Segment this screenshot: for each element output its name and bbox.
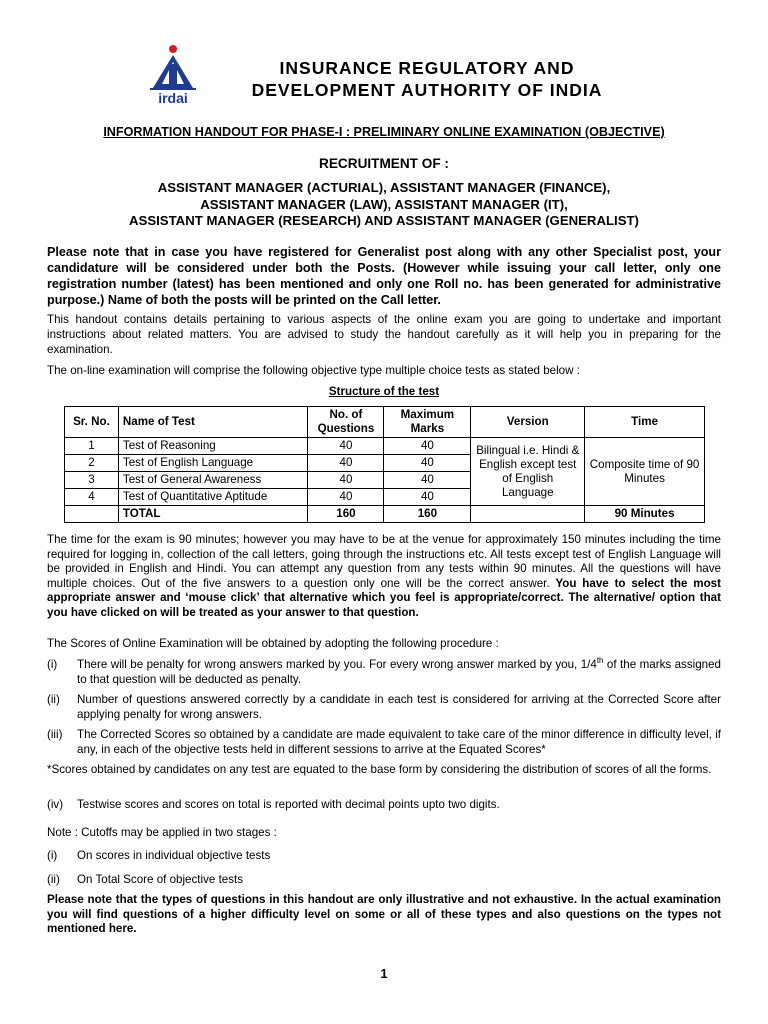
structure-title: Structure of the test [328, 385, 440, 398]
item-text: Number of questions answered correctly by a candidate in each test is considered for arriving at the Corrected Score after applying penalty for wrong answers. [77, 693, 721, 721]
org-line-1: INSURANCE REGULATORY AND [279, 58, 575, 78]
total-marks: 160 [384, 506, 471, 523]
cell-marks: 40 [384, 489, 471, 506]
posts-line: ASSISTANT MANAGER (ACTURIAL), ASSISTANT MANAGER (FINANCE), [157, 180, 611, 195]
procedure-item [47, 658, 721, 688]
item-number: (i) [47, 849, 58, 862]
header-time: Time [585, 407, 705, 438]
header-name: Name of Test [118, 407, 308, 438]
cell-name: Test of General Awareness [118, 472, 308, 489]
total-questions: 160 [308, 506, 384, 523]
exam-answer-instruction: You have to select the most appropriate answer and ‘mouse click’ that alternative which you feel is appropriate/correct. The alternative/ option that you have clicked on will be treated as your answer to that question. [47, 576, 721, 619]
cell-sr: 3 [65, 472, 119, 489]
item-number: (ii) [47, 693, 60, 706]
item-text: Testwise scores and scores on total is reported with decimal points upto two digits. [77, 798, 500, 811]
posts-line: ASSISTANT MANAGER (LAW), ASSISTANT MANAGER (IT), [200, 196, 568, 212]
cell-empty [65, 506, 119, 523]
table-row [65, 438, 705, 455]
final-note: Please note that the types of questions in this handout are only illustrative and not exhaustive. In the actual examination you will find questions of a higher difficulty level on some or all of these types and also questions on the types not mentioned here. [47, 893, 721, 936]
org-line-2: DEVELOPMENT AUTHORITY OF INDIA [251, 80, 603, 100]
cutoff-item [47, 849, 721, 865]
cell-questions: 40 [308, 489, 384, 506]
procedure-item [47, 693, 721, 723]
cell-marks: 40 [384, 455, 471, 472]
exam-time-paragraph [47, 533, 721, 621]
logo-wordmark: irdai [158, 90, 188, 106]
recruitment-heading: RECRUITMENT OF : [319, 156, 449, 171]
irdai-logo [148, 44, 198, 106]
table-total-row [65, 506, 705, 523]
item-number: (ii) [47, 873, 60, 886]
item-text [77, 658, 721, 687]
item-superscript: th [596, 656, 604, 666]
cutoff-note: Note : Cutoffs may be applied in two stages : [47, 826, 277, 839]
cell-version: Bilingual i.e. Hindi & English except test of English Language [471, 438, 585, 506]
cell-name: Test of Quantitative Aptitude [118, 489, 308, 506]
page-number: 1 [380, 966, 388, 981]
procedure-item [47, 798, 721, 814]
cutoff-item [47, 873, 721, 889]
cell-questions: 40 [308, 455, 384, 472]
total-label: TOTAL [118, 506, 308, 523]
item-text-part: of the marks assigned to that question will be deducted as penalty. [77, 658, 722, 686]
intro-paragraph-2: The on-line examination will comprise the following objective type multiple choice tests as stated below : [47, 364, 580, 377]
procedure-item [47, 728, 721, 758]
cell-sr: 1 [65, 438, 119, 455]
cell-name: Test of English Language [118, 455, 308, 472]
header-marks: Maximum Marks [384, 407, 471, 438]
cell-marks: 40 [384, 472, 471, 489]
posts-list [40, 180, 728, 230]
cell-questions: 40 [308, 472, 384, 489]
equating-footnote: *Scores obtained by candidates on any test are equated to the base form by considering the distribution of scores of all the forms. [47, 763, 712, 776]
cell-sr: 2 [65, 455, 119, 472]
posts-line: ASSISTANT MANAGER (RESEARCH) AND ASSISTANT MANAGER (GENERALIST) [129, 213, 639, 228]
header-questions: No. of Questions [308, 407, 384, 438]
item-text: On scores in individual objective tests [77, 849, 271, 862]
item-number: (iv) [47, 798, 64, 811]
cell-empty [471, 506, 585, 523]
cell-questions: 40 [308, 438, 384, 455]
cell-sr: 4 [65, 489, 119, 506]
handout-title: INFORMATION HANDOUT FOR PHASE-I : PRELIMINARY ONLINE EXAMINATION (OBJECTIVE) [103, 125, 665, 139]
item-number: (i) [47, 658, 58, 671]
header-sr: Sr. No. [65, 407, 119, 438]
organization-name [218, 57, 636, 101]
intro-paragraph: This handout contains details pertaining to various aspects of the online exam you are going to undertake and important instructions about related matters. You are advised to study the handout carefully as it will help you in preparing for the examination. [47, 313, 721, 356]
cell-name: Test of Reasoning [118, 438, 308, 455]
item-text-part: There will be penalty for wrong answers marked by you. For every wrong answer marked by you, 1/4 [77, 658, 597, 671]
header-version: Version [471, 407, 585, 438]
table-header-row [65, 407, 705, 438]
item-text: The Corrected Scores so obtained by a candidate are made equivalent to take care of the minor difference in difficulty level, if any, in each of the objective tests held in different sessions to arrive at the Equated Scores* [77, 728, 721, 756]
candidature-note: Please note that in case you have registered for Generalist post along with any other Specialist post, your candidature will be considered under both the Posts. (However while issuing your call letter, only one registration number (latest) has been mentioned and only one Roll no. has been generated for administrative purpose.) Name of both the posts will be printed on the Call letter. [47, 245, 721, 307]
total-time: 90 Minutes [585, 506, 705, 523]
item-number: (iii) [47, 728, 63, 741]
cell-time: Composite time of 90 Minutes [585, 438, 705, 506]
cell-marks: 40 [384, 438, 471, 455]
exam-time-text: The time for the exam is 90 minutes; however you may have to be at the venue for approximately 150 minutes including the time required for logging in, collection of the call letters, going through the instructions etc. All tests except test of English Language will be provided in English and Hindi. You can attempt any question from any tests within 90 minutes. All the questions will have multiple choices. Out of the five answers to a question only one will be the correct answer. [47, 533, 721, 590]
scores-intro: The Scores of Online Examination will be obtained by adopting the following procedure : [47, 637, 499, 650]
test-structure-table [64, 406, 705, 523]
item-text: On Total Score of objective tests [77, 873, 244, 886]
